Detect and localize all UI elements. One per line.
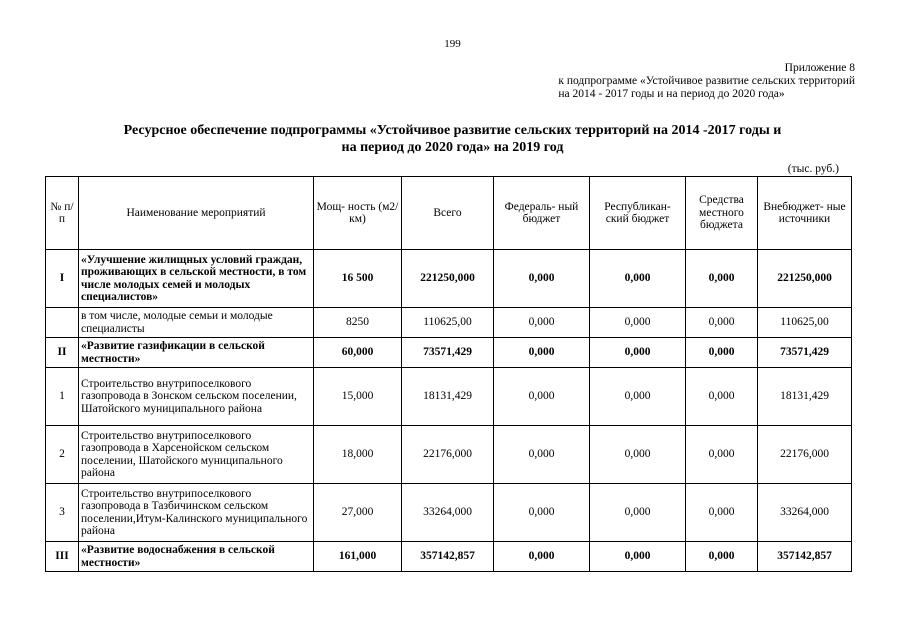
- cell-republic: 0,000: [590, 542, 686, 572]
- cell-local: 0,000: [686, 484, 758, 542]
- cell-offbudget: 110625,00: [758, 308, 852, 338]
- table-row: [46, 250, 852, 308]
- cell-total: 110625,00: [402, 308, 494, 338]
- header-local: Средства местного бюджета: [686, 177, 758, 250]
- cell-local: 0,000: [686, 426, 758, 484]
- cell-offbudget: 22176,000: [758, 426, 852, 484]
- header-republic: Республикан- ский бюджет: [590, 177, 686, 250]
- header-capacity: Мощ- ность (м2/км): [314, 177, 402, 250]
- cell-local: 0,000: [686, 542, 758, 572]
- cell-name: Строительство внутрипоселкового газопровода в Тазбичинском сельском поселении,Итум-Калинского муниципального района: [79, 484, 314, 542]
- cell-name: Строительство внутрипоселкового газопровода в Зонском сельском поселении, Шатойского муниципального района: [79, 368, 314, 426]
- cell-federal: 0,000: [494, 426, 590, 484]
- resource-table: [45, 176, 852, 572]
- header-total: Всего: [402, 177, 494, 250]
- cell-republic: 0,000: [590, 308, 686, 338]
- cell-federal: 0,000: [494, 338, 590, 368]
- cell-num: 2: [46, 426, 79, 484]
- table-row: [46, 542, 852, 572]
- cell-num: I: [46, 250, 79, 308]
- cell-capacity: 60,000: [314, 338, 402, 368]
- cell-num: III: [46, 542, 79, 572]
- appendix-line-2: к подпрограмме «Устойчивое развитие сельских территорий: [558, 75, 855, 87]
- appendix-block: [558, 62, 855, 101]
- header-num: № п/п: [46, 177, 79, 250]
- cell-capacity: 161,000: [314, 542, 402, 572]
- cell-local: 0,000: [686, 308, 758, 338]
- cell-republic: 0,000: [590, 484, 686, 542]
- cell-capacity: 18,000: [314, 426, 402, 484]
- cell-capacity: 15,000: [314, 368, 402, 426]
- cell-num: II: [46, 338, 79, 368]
- cell-total: 221250,000: [402, 250, 494, 308]
- cell-local: 0,000: [686, 368, 758, 426]
- cell-local: 0,000: [686, 338, 758, 368]
- cell-capacity: 8250: [314, 308, 402, 338]
- cell-federal: 0,000: [494, 308, 590, 338]
- table-row: [46, 308, 852, 338]
- cell-offbudget: 33264,000: [758, 484, 852, 542]
- header-federal: Федераль- ный бюджет: [494, 177, 590, 250]
- title-line-2: на период до 2020 года» на 2019 год: [341, 140, 564, 155]
- cell-capacity: 27,000: [314, 484, 402, 542]
- cell-num: [46, 308, 79, 338]
- cell-name: в том числе, молодые семьи и молодые специалисты: [79, 308, 314, 338]
- cell-name: «Развитие газификации в сельской местности»: [79, 338, 314, 368]
- cell-republic: 0,000: [590, 426, 686, 484]
- cell-federal: 0,000: [494, 368, 590, 426]
- table-row: [46, 368, 852, 426]
- cell-name: Строительство внутрипоселкового газопровода в Харсенойском сельском поселении, Шатойского муниципального района: [79, 426, 314, 484]
- table-row: [46, 484, 852, 542]
- page-number: 199: [444, 38, 461, 50]
- cell-republic: 0,000: [590, 250, 686, 308]
- header-name: Наименование мероприятий: [79, 177, 314, 250]
- cell-offbudget: 73571,429: [758, 338, 852, 368]
- cell-republic: 0,000: [590, 338, 686, 368]
- cell-total: 18131,429: [402, 368, 494, 426]
- table-row: [46, 338, 852, 368]
- cell-name: «Развитие водоснабжения в сельской местности»: [79, 542, 314, 572]
- table-row: [46, 426, 852, 484]
- appendix-line-3: на 2014 - 2017 годы и на период до 2020 года»: [558, 88, 785, 100]
- cell-local: 0,000: [686, 250, 758, 308]
- cell-federal: 0,000: [494, 250, 590, 308]
- cell-num: 3: [46, 484, 79, 542]
- cell-offbudget: 18131,429: [758, 368, 852, 426]
- appendix-line-1: Приложение 8: [784, 62, 855, 74]
- cell-federal: 0,000: [494, 484, 590, 542]
- cell-republic: 0,000: [590, 368, 686, 426]
- cell-offbudget: 221250,000: [758, 250, 852, 308]
- cell-num: 1: [46, 368, 79, 426]
- cell-offbudget: 357142,857: [758, 542, 852, 572]
- units-label: (тыс. руб.): [787, 163, 839, 175]
- cell-name: «Улучшение жилищных условий граждан, проживающих в сельской местности, в том числе молодых семей и молодых специалистов»: [79, 250, 314, 308]
- cell-total: 33264,000: [402, 484, 494, 542]
- cell-total: 357142,857: [402, 542, 494, 572]
- header-offbudget: Внебюджет- ные источники: [758, 177, 852, 250]
- cell-federal: 0,000: [494, 542, 590, 572]
- cell-capacity: 16 500: [314, 250, 402, 308]
- cell-total: 22176,000: [402, 426, 494, 484]
- title-line-1: Ресурсное обеспечение подпрограммы «Устойчивое развитие сельских территорий на 2014 -2017 годы и: [123, 123, 782, 138]
- table-header-row: [46, 177, 852, 250]
- cell-total: 73571,429: [402, 338, 494, 368]
- document-title: [40, 122, 865, 156]
